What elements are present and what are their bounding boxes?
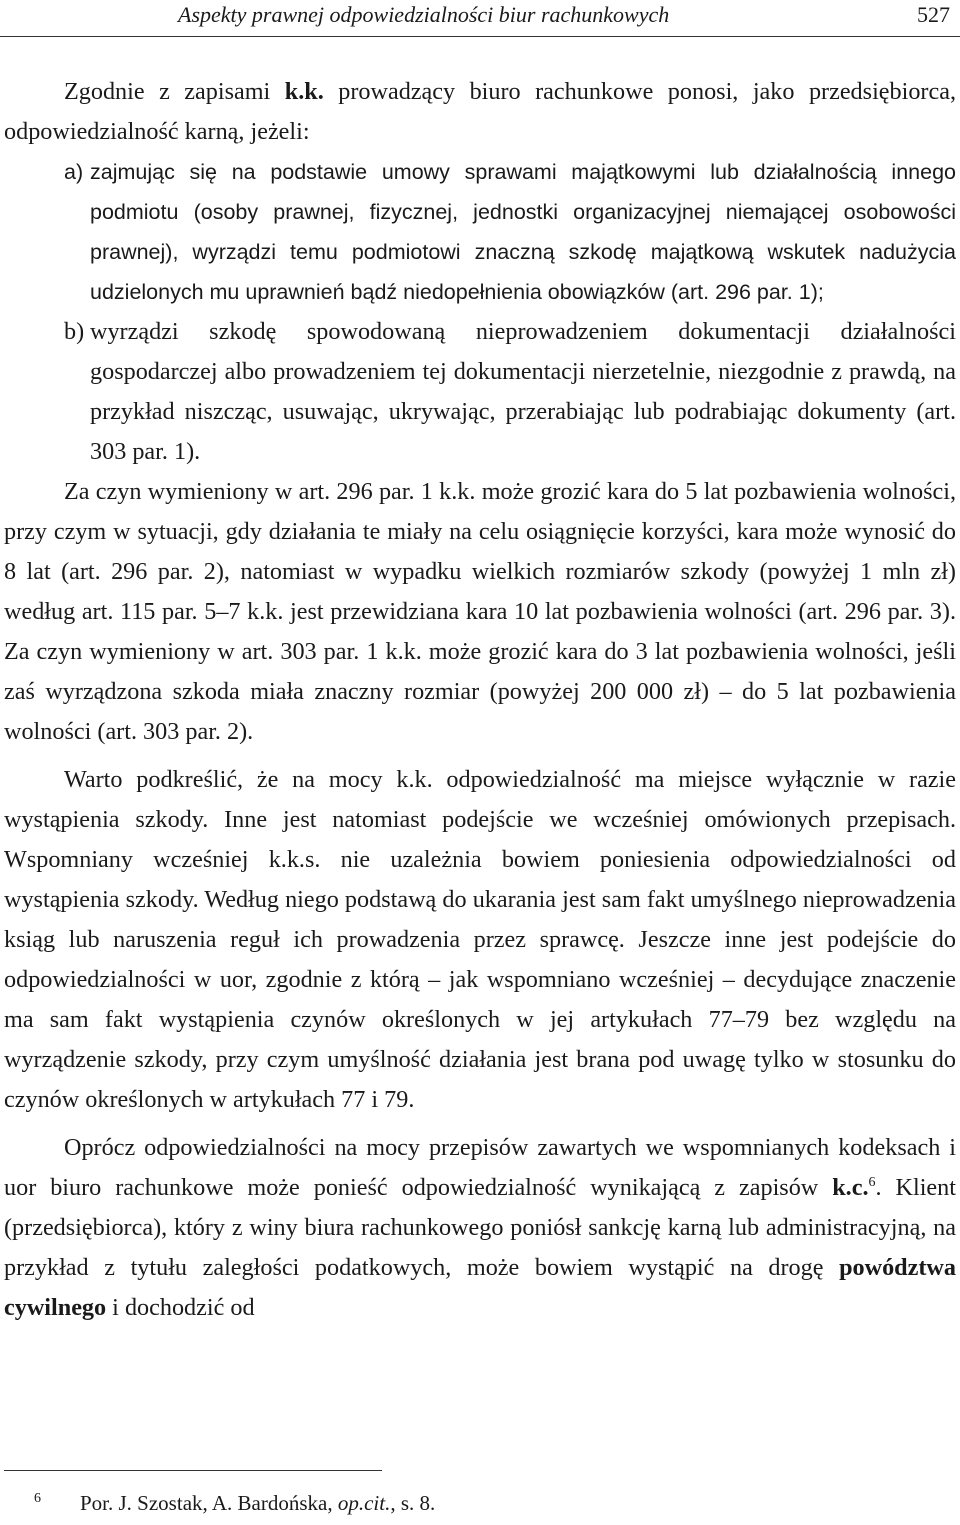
p3-part-a: Oprócz odpowiedzialności na mocy przepisów zawartych we wspomnianych kodeksach i uor biuro rachunkowe może ponieść odpowiedzialność wynikającą z zapisów [4,1134,956,1201]
intro-code: k.k. [284,78,324,105]
footnote-reference: 6 [868,1174,876,1190]
p3-bold-term: powództwa cywilnego [4,1254,956,1321]
page-header [0,0,960,42]
p3-part-b: . Klient (przedsiębiorca), który z winy biura rachunkowego poniósł sankcję karną lub administracyjną, na przykład z tytułu zaległości podatkowych, może bowiem wystąpić na drogę [4,1174,956,1281]
main-text [4,72,956,1328]
page-number: 527 [917,2,950,27]
intro-lead: Zgodnie z zapisami [64,78,285,105]
paragraph-civil-liability [4,1128,956,1328]
footnote [4,1488,904,1518]
list-marker-b: b) [64,318,85,345]
list-text-b: wyrządzi szkodę spowodowaną nieprowadzeniem dokumentacji działalności gospodarczej albo prowadzeniem tej dokumentacji nierzetelnie, niezgodnie z prawdą, na przykład niszcząc, usuwając, ukrywając, przerabiając lub podrabiając dokumenty (art. 303 par. 1). [90,318,956,465]
footnote-authors: Por. J. Szostak, A. Bardońska, [80,1491,338,1515]
footnote-number: 6 [34,1491,41,1506]
intro-paragraph [4,72,956,152]
list-text-a: zajmując się na podstawie umowy sprawami majątkowymi lub działalnością innego podmiotu (osoby prawnej, fizycznej, jednostki organizacyjnej niemającej osobowości prawnej), wyrządzi temu podmiotowi znaczną szkodę majątkową wskutek nadużycia udzielonych mu uprawnień bądź niedopełnienia obowiązków (art. 296 par. 1); [90,160,956,304]
list-item-a [4,152,956,312]
list-item-b [4,312,956,472]
footnote-rule [4,1470,382,1471]
footnote-source: op.cit. [337,1491,391,1515]
header-rule [0,36,960,37]
p3-part-c: i dochodzić od [106,1294,255,1321]
paragraph-penalties: Za czyn wymieniony w art. 296 par. 1 k.k. może grozić kara do 5 lat pozbawienia wolności, przy czym w sytuacji, gdy działania te miały na celu osiągnięcie korzyści, kara może wynosić do 8 lat (art. 296 par. 2), natomiast w wypadku wielkich rozmiarów szkody (powyżej 1 mln zł) według art. 115 par. 5–7 k.k. jest przewidziana kara 10 lat pozbawienia wolności (art. 296 par. 3). Za czyn wymieniony w art. 303 par. 1 k.k. może grozić kara do 3 lat pozbawienia wolności, jeśli zaś wyrządzona szkoda miała znaczny rozmiar (powyżej 200 000 zł) – do 5 lat pozbawienia wolności (art. 303 par. 2). [4,478,956,745]
list-marker-a: a) [64,160,84,184]
paragraph-comparison: Warto podkreślić, że na mocy k.k. odpowiedzialność ma miejsce wyłącznie w razie wystąpienia szkody. Inne jest natomiast podejście we wcześniej omówionych przepisach. Wspomniany wcześniej k.k.s. nie uzależnia bowiem poniesienia odpowiedzialności od wystąpienia szkody. Według niego podstawą do ukarania jest sam fakt umyślnego nieprowadzenia ksiąg lub naruszenia reguł ich prowadzenia przez sprawcę. Jeszcze inne jest podejście do odpowiedzialności w uor, zgodnie z którą – jak wspomniano wcześniej – decydujące znaczenie ma sam fakt wystąpienia czynów określonych w jej artykułach 77–79 bez względu na wyrządzenie szkody, przy czym umyślność działania jest brana pod uwagę tylko w stosunku do czynów określonych w artykułach 77 i 79. [4,766,956,1113]
intro-rest: prowadzący biuro rachunkowe ponosi, jako przedsiębiorca, odpowiedzialność karną, jeżeli: [4,78,957,145]
p3-code: k.c. [832,1174,869,1201]
footnote-pages: , s. 8. [390,1491,436,1515]
running-title: Aspekty prawnej odpowiedzialności biur rachunkowych [178,2,670,27]
